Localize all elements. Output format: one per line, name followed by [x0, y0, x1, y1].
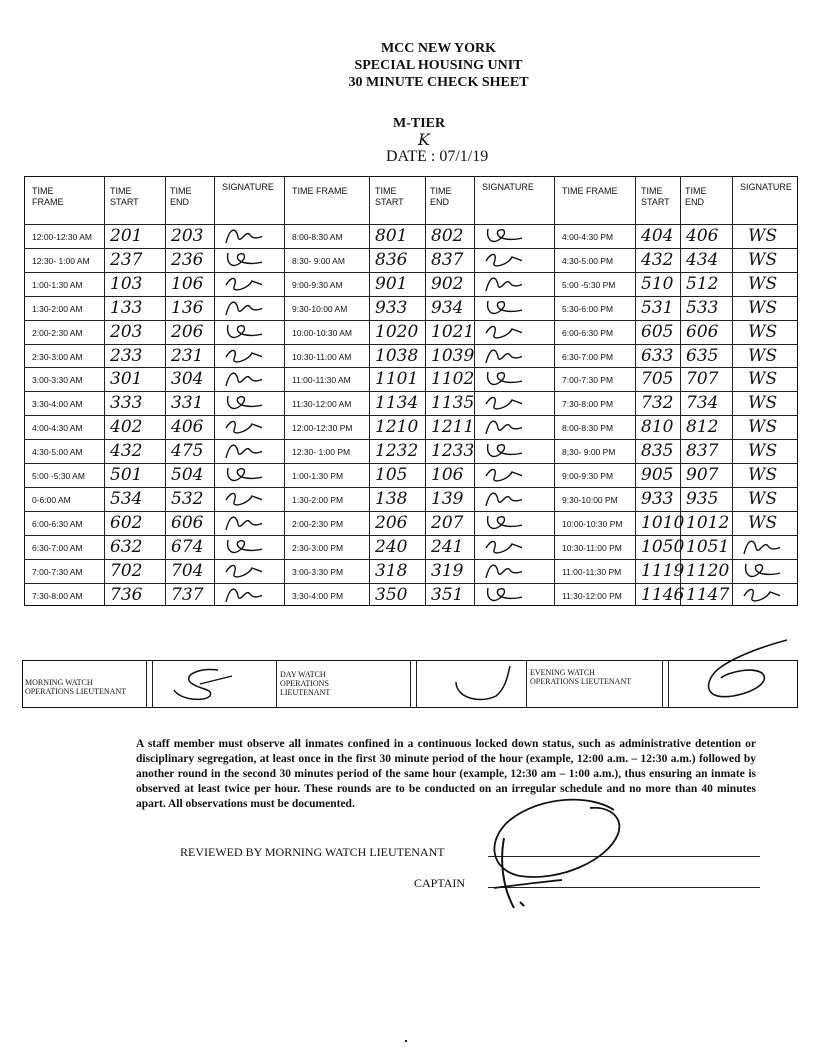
time-start-value: 133	[110, 297, 143, 318]
time-frame-cell: 12:00-12:30 PM	[292, 423, 353, 434]
signature-initials: WS	[748, 393, 778, 414]
time-end-value: 606	[171, 512, 204, 533]
time-end-value: 512	[686, 273, 719, 294]
time-frame-cell: 4:00-4:30 PM	[562, 232, 614, 242]
time-end-value: 902	[431, 273, 464, 294]
time-start-value: 732	[641, 393, 674, 414]
time-start-value: 810	[641, 417, 674, 438]
time-end-value: 1039	[431, 345, 475, 366]
time-frame-cell: 4:30-5:00 PM	[562, 255, 614, 266]
time-frame-cell: 2:30-3:00 AM	[32, 351, 83, 362]
grid-row-divider	[24, 367, 798, 368]
header-sheet-title: 30 MINUTE CHECK SHEET	[348, 75, 529, 90]
time-end-value: 812	[686, 417, 719, 438]
time-end-value: 1147	[686, 584, 730, 605]
signature-scribble	[222, 560, 262, 578]
signature-scribble	[222, 416, 262, 434]
time-start-value: 510	[641, 273, 674, 294]
time-start-value: 432	[641, 249, 674, 270]
signature-scribble	[482, 249, 522, 267]
header-signature: SIGNATURE	[482, 182, 534, 192]
time-frame-cell: 9:30-10:00 PM	[562, 494, 618, 505]
time-end-value: 203	[171, 226, 204, 246]
time-end-value: 704	[171, 560, 204, 581]
time-frame-cell: 3:30-4:00 AM	[32, 399, 83, 410]
time-end-value: 837	[431, 249, 464, 270]
time-start-value: 206	[375, 512, 408, 533]
time-end-value: 802	[431, 226, 464, 246]
time-frame-cell: 12:00-12:30 AM	[32, 232, 93, 242]
document-header	[0, 40, 817, 91]
time-frame-cell: 9:00-9:30 PM	[562, 471, 614, 481]
signature-scribble	[222, 273, 262, 291]
lt-divider	[526, 660, 527, 708]
reviewed-by-label: REVIEWED BY MORNING WATCH LIEUTENANT	[180, 845, 445, 859]
date-label: DATE : 07/1/19	[386, 148, 489, 165]
time-start-value: 1134	[375, 393, 419, 414]
time-frame-cell: 7:30-8:00 AM	[32, 590, 83, 601]
header-time-end: TIME END	[685, 186, 707, 207]
time-end-value: 1135	[431, 393, 475, 414]
day-watch-label: DAY WATCH OPERATIONS LIEUTENANT	[280, 670, 331, 697]
lt-divider	[410, 660, 411, 708]
time-end-value: 1211	[431, 417, 475, 438]
signature-scribble	[482, 321, 522, 339]
header-unit: SPECIAL HOUSING UNIT	[354, 58, 523, 73]
time-end-value: 106	[431, 465, 464, 485]
signature-scribble	[482, 440, 522, 458]
time-start-value: 836	[375, 249, 408, 270]
time-start-value: 1119	[641, 560, 685, 581]
time-frame-cell: 1:00-1:30 AM	[32, 279, 83, 290]
header-time-end: TIME END	[170, 186, 192, 207]
time-end-value: 907	[686, 465, 719, 485]
policy-paragraph: A staff member must observe all inmates confined in a continuous locked down status, such as administrative detention or disciplinary segregation, at least once in the first 30 minute period of the hour (example, 12:00 a.m. – 12:30 a.m.) followed by another round in the second 30 minutes period of the same hour (example, 12:30 am – 1:00 a.m.), thus ensuring an inmate is observed at least twice per hour. These rounds are to be conducted on an irregular schedule and no more than 40 minutes apart. All observations must be documented.	[136, 738, 756, 810]
time-frame-cell: 2:00-2:30 AM	[32, 327, 83, 338]
header-time-frame: TIME FRAME	[292, 186, 348, 196]
time-frame-cell: 11:30-12:00 AM	[292, 399, 352, 410]
time-start-value: 534	[110, 488, 143, 509]
time-frame-cell: 4:30-5:00 AM	[32, 447, 83, 458]
time-frame-cell: 10:00-10:30 AM	[292, 327, 353, 338]
signature-scribble	[482, 297, 522, 315]
header-facility: MCC NEW YORK	[380, 41, 497, 56]
time-end-value: 635	[686, 345, 719, 366]
signature-scribble	[482, 560, 522, 578]
signature-scribble	[482, 488, 522, 506]
time-end-value: 1021	[431, 321, 475, 342]
day-lieutenant-signature	[450, 664, 520, 704]
lt-divider	[146, 660, 147, 708]
time-start-value: 602	[110, 512, 143, 533]
time-start-value: 835	[641, 441, 674, 462]
time-frame-cell: 9:00-9:30 AM	[292, 279, 343, 290]
grid-row-divider	[24, 535, 798, 536]
time-frame-cell: 1:30-2:00 PM	[292, 494, 344, 505]
signature-initials: WS	[748, 321, 778, 342]
lt-divider	[662, 660, 663, 708]
signature-scribble	[482, 273, 522, 291]
time-end-value: 406	[686, 226, 719, 246]
time-end-value: 532	[171, 488, 204, 509]
time-frame-cell: 7:30-8:00 PM	[562, 399, 614, 410]
time-end-value: 1233	[431, 441, 475, 462]
signature-scribble	[222, 440, 262, 458]
time-frame-cell: 8:00-8:30 PM	[562, 423, 614, 434]
time-end-value: 139	[431, 488, 464, 509]
signature-initials: WS	[748, 297, 778, 318]
check-grid	[24, 176, 798, 606]
signature-scribble	[222, 464, 262, 482]
signature-scribble	[740, 560, 780, 578]
time-end-value: 533	[686, 297, 719, 318]
signature-scribble	[482, 416, 522, 434]
evening-watch-label: EVENING WATCH OPERATIONS LIEUTENANT	[530, 668, 632, 686]
signature-initials: WS	[748, 488, 778, 509]
time-start-value: 233	[110, 345, 143, 366]
grid-row-divider	[24, 487, 798, 488]
grid-row-divider	[24, 583, 798, 584]
stray-dot	[405, 1040, 407, 1042]
time-start-value: 801	[375, 226, 408, 246]
signature-scribble	[482, 512, 522, 530]
time-frame-cell: 10:30-11:00 AM	[292, 351, 352, 362]
time-end-value: 331	[171, 393, 204, 414]
time-end-value: 241	[431, 536, 464, 557]
signature-scribble	[222, 345, 262, 363]
grid-row-divider	[24, 511, 798, 512]
time-start-value: 103	[110, 273, 143, 294]
time-frame-cell: 11:00-11:30 AM	[292, 375, 351, 386]
time-start-value: 240	[375, 536, 408, 557]
lt-divider	[276, 660, 277, 708]
time-start-value: 1232	[375, 441, 419, 462]
signature-scribble	[222, 536, 262, 554]
time-frame-cell: 0-6:00 AM	[32, 494, 71, 505]
signature-scribble	[222, 584, 262, 602]
time-start-value: 632	[110, 536, 143, 557]
time-frame-cell: 11:00-11:30 PM	[562, 566, 622, 577]
header-signature: SIGNATURE	[740, 182, 792, 192]
time-end-value: 1012	[686, 512, 730, 533]
time-start-value: 201	[110, 226, 143, 246]
time-end-value: 737	[171, 584, 204, 605]
grid-row-divider	[24, 272, 798, 273]
time-end-value: 935	[686, 488, 719, 509]
morning-watch-label: MORNING WATCH OPERATIONS LIEUTENANT	[25, 678, 127, 696]
header-time-end: TIME END	[430, 186, 452, 207]
grid-row-divider	[24, 559, 798, 560]
signature-scribble	[740, 584, 780, 602]
captain-signature	[480, 790, 640, 920]
signature-scribble	[222, 368, 262, 386]
time-start-value: 1146	[641, 584, 685, 605]
time-frame-cell: 1:30-2:00 AM	[32, 303, 83, 314]
signature-scribble	[482, 225, 522, 243]
time-end-value: 504	[171, 465, 204, 485]
time-end-value: 236	[171, 249, 204, 270]
time-frame-cell: 8:30- 9:00 AM	[292, 255, 345, 266]
time-end-value: 1120	[686, 560, 730, 581]
time-start-value: 1010	[641, 512, 685, 533]
time-frame-cell: 12:30- 1:00 AM	[32, 255, 90, 266]
header-time-frame: TIME FRAME	[32, 186, 64, 207]
captain-label: CAPTAIN	[414, 876, 466, 890]
signature-scribble	[222, 488, 262, 506]
signature-scribble	[222, 297, 262, 315]
time-start-value: 138	[375, 488, 408, 509]
time-end-value: 304	[171, 369, 204, 390]
time-start-value: 432	[110, 441, 143, 462]
time-end-value: 1051	[686, 536, 730, 557]
signature-scribble	[482, 392, 522, 410]
signature-scribble	[482, 464, 522, 482]
time-end-value: 207	[431, 512, 464, 533]
signature-initials: WS	[748, 465, 778, 485]
signature-scribble	[482, 536, 522, 554]
time-frame-cell: 10:00-10:30 PM	[562, 518, 623, 529]
time-start-value: 501	[110, 465, 143, 485]
time-start-value: 933	[641, 488, 674, 509]
time-start-value: 402	[110, 417, 143, 438]
grid-row-divider	[24, 296, 798, 297]
time-frame-cell: 6:00-6:30 PM	[562, 327, 614, 338]
time-frame-cell: 9:30-10:00 AM	[292, 303, 348, 314]
signature-scribble	[222, 392, 262, 410]
time-end-value: 136	[171, 297, 204, 318]
time-start-value: 702	[110, 560, 143, 581]
time-frame-cell: 4:00-4:30 AM	[32, 423, 83, 434]
time-end-value: 434	[686, 249, 719, 270]
tier-label: M-TIER	[393, 116, 446, 131]
signature-scribble	[482, 345, 522, 363]
time-frame-cell: 5:00 -5:30 AM	[32, 471, 85, 481]
lt-divider	[668, 660, 669, 708]
time-start-value: 605	[641, 321, 674, 342]
grid-row-divider	[24, 248, 798, 249]
time-start-value: 237	[110, 249, 143, 270]
time-start-value: 404	[641, 226, 674, 246]
signature-scribble	[740, 536, 780, 554]
signature-scribble	[222, 321, 262, 339]
signature-scribble	[222, 225, 262, 243]
grid-row-divider	[24, 344, 798, 345]
time-start-value: 1020	[375, 321, 419, 342]
time-frame-cell: 3:30-4:00 PM	[292, 590, 344, 601]
header-time-start: TIME START	[110, 186, 139, 207]
signature-initials: WS	[748, 441, 778, 462]
header-time-start: TIME START	[375, 186, 404, 207]
grid-row-divider	[24, 224, 798, 225]
time-start-value: 1050	[641, 536, 685, 557]
time-frame-cell: 7:00-7:30 PM	[562, 375, 614, 386]
header-signature: SIGNATURE	[222, 182, 274, 192]
lt-divider	[152, 660, 153, 708]
grid-row-divider	[24, 391, 798, 392]
time-start-value: 105	[375, 465, 408, 485]
evening-lieutenant-signature	[677, 638, 792, 704]
signature-initials: WS	[748, 369, 778, 390]
time-start-value: 1038	[375, 345, 419, 366]
time-start-value: 301	[110, 369, 143, 390]
time-end-value: 674	[171, 536, 204, 557]
signature-scribble	[222, 512, 262, 530]
time-end-value: 475	[171, 441, 204, 462]
time-end-value: 734	[686, 393, 719, 414]
signature-scribble	[482, 368, 522, 386]
time-frame-cell: 12:30- 1:00 PM	[292, 447, 351, 458]
time-start-value: 901	[375, 273, 408, 294]
time-frame-cell: 5:30-6:00 PM	[562, 303, 614, 314]
signature-initials: WS	[748, 226, 778, 246]
grid-row-divider	[24, 415, 798, 416]
time-frame-cell: 6:30-7:00 PM	[562, 351, 614, 362]
grid-row-divider	[24, 463, 798, 464]
time-end-value: 707	[686, 369, 719, 390]
signature-initials: WS	[748, 273, 778, 294]
signature-scribble	[482, 584, 522, 602]
time-start-value: 203	[110, 321, 143, 342]
time-start-value: 736	[110, 584, 143, 605]
signature-scribble	[222, 249, 262, 267]
time-frame-cell: 5:00 -5:30 PM	[562, 279, 616, 290]
time-end-value: 319	[431, 560, 464, 581]
time-frame-cell: 1:00-1:30 PM	[292, 471, 344, 481]
time-frame-cell: 11:30-12:00 PM	[562, 590, 622, 601]
time-frame-cell: 6:30-7:00 AM	[32, 542, 83, 553]
time-frame-cell: 7:00-7:30 AM	[32, 566, 83, 577]
signature-initials: WS	[748, 249, 778, 270]
time-frame-cell: 6:00-6:30 AM	[32, 518, 83, 529]
signature-initials: WS	[748, 417, 778, 438]
grid-row-divider	[24, 320, 798, 321]
time-end-value: 351	[431, 584, 464, 605]
time-frame-cell: 8;30- 9:00 PM	[562, 447, 616, 458]
time-end-value: 106	[171, 273, 204, 294]
signature-initials: WS	[748, 512, 778, 533]
time-start-value: 531	[641, 297, 674, 318]
time-start-value: 933	[375, 297, 408, 318]
header-time-start: TIME START	[641, 186, 670, 207]
time-end-value: 934	[431, 297, 464, 318]
time-end-value: 606	[686, 321, 719, 342]
morning-lieutenant-signature	[170, 666, 240, 702]
signature-initials: WS	[748, 345, 778, 366]
time-end-value: 1102	[431, 369, 475, 390]
time-end-value: 231	[171, 345, 204, 366]
time-frame-cell: 2:00-2:30 PM	[292, 518, 344, 529]
time-frame-cell: 8:00-8:30 AM	[292, 232, 343, 242]
time-frame-cell: 10:30-11:00 PM	[562, 542, 622, 553]
time-start-value: 333	[110, 393, 143, 414]
header-time-frame: TIME FRAME	[562, 186, 618, 196]
time-end-value: 406	[171, 417, 204, 438]
time-start-value: 318	[375, 560, 408, 581]
time-end-value: 206	[171, 321, 204, 342]
tier-handwritten: K	[418, 130, 430, 149]
lt-divider	[416, 660, 417, 708]
time-end-value: 837	[686, 441, 719, 462]
grid-row-divider	[24, 439, 798, 440]
time-start-value: 350	[375, 584, 408, 605]
time-start-value: 1210	[375, 417, 419, 438]
time-start-value: 905	[641, 465, 674, 485]
time-start-value: 633	[641, 345, 674, 366]
time-frame-cell: 3:00-3:30 PM	[292, 566, 344, 577]
lieutenant-signature-box	[22, 660, 798, 708]
time-start-value: 1101	[375, 369, 419, 390]
time-start-value: 705	[641, 369, 674, 390]
time-frame-cell: 3:00-3:30 AM	[32, 375, 83, 386]
time-frame-cell: 2:30-3:00 PM	[292, 542, 344, 553]
